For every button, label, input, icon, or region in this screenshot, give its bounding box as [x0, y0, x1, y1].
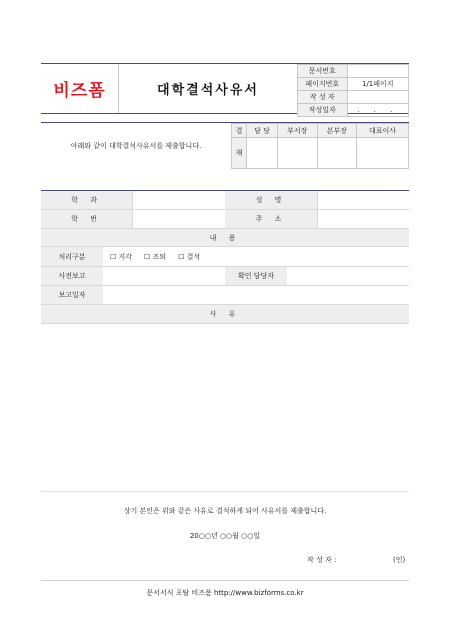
type-label: 처리구분 — [58, 252, 86, 261]
type-label-cell — [41, 247, 103, 267]
name-label-cell — [225, 191, 317, 210]
option-label: 지각 — [118, 252, 133, 261]
option-early-leave[interactable] — [144, 252, 166, 262]
confirm-input[interactable] — [287, 267, 409, 286]
info-value[interactable] — [347, 91, 408, 104]
dept-label: 학 과 — [71, 196, 102, 204]
page-title: 대학결석사유서 — [157, 83, 259, 98]
portal-link[interactable]: 문서서식 포탈 비즈폼 http://www.bizforms.co.kr — [146, 589, 304, 597]
reason-header — [41, 305, 409, 324]
content-header — [41, 229, 409, 247]
report-date-label-cell — [41, 286, 103, 305]
address-label: 주 소 — [255, 215, 287, 223]
approval-signature-box[interactable] — [356, 138, 408, 169]
document-info-table — [297, 64, 409, 117]
date-row — [41, 529, 409, 543]
info-row-doc-number — [298, 65, 409, 78]
name-input[interactable] — [317, 191, 409, 210]
info-value[interactable] — [347, 65, 408, 78]
approval-col-header: 부서장 — [278, 124, 317, 138]
intro-text: 아래와 같이 대학결석사유서를 제출합니다. — [70, 142, 202, 150]
type-options-cell — [103, 247, 409, 267]
portal-row — [41, 586, 409, 600]
approval-col-header: 본부장 — [317, 124, 356, 138]
approval-side-bottom: 재 — [232, 138, 247, 169]
info-row-page-number — [298, 78, 409, 91]
submit-date[interactable]: 20○○년 ○○월 ○○일 — [189, 532, 261, 540]
title-area — [119, 64, 297, 113]
checkbox-icon[interactable]: ☐ — [144, 252, 151, 261]
approval-side-top: 결 — [232, 124, 247, 138]
info-label: 페이지번호 — [298, 78, 348, 91]
approval-col-header: 담 당 — [247, 124, 278, 138]
confirm-label-cell — [225, 267, 287, 286]
author-row — [41, 553, 409, 567]
address-input[interactable] — [317, 210, 409, 229]
info-label: 작성일자 — [298, 104, 348, 117]
statement-row — [41, 504, 409, 518]
statement-text: 상기 본인은 위와 같은 사유로 결석하게 되어 사유서를 제출합니다. — [123, 507, 327, 515]
student-id-label-cell — [41, 210, 132, 229]
checkbox-icon[interactable]: ☐ — [110, 252, 117, 261]
option-absence[interactable] — [178, 252, 200, 262]
info-label: 문서번호 — [298, 65, 348, 78]
info-value[interactable]: . . . — [347, 104, 408, 117]
pre-report-input[interactable] — [103, 267, 225, 286]
reason-textarea[interactable] — [41, 324, 409, 492]
author-label: 작 성 자 : — [307, 556, 337, 564]
info-row-date — [298, 104, 409, 117]
approval-col-header: 대표이사 — [356, 124, 408, 138]
confirm-label: 확인 담당자 — [237, 272, 275, 280]
approval-signature-box[interactable] — [317, 138, 356, 169]
dept-label-cell — [41, 191, 132, 210]
address-label-cell — [225, 210, 317, 229]
approval-table — [231, 123, 409, 169]
pre-report-label-cell — [41, 267, 103, 286]
info-value: 1/1페이지 — [347, 78, 408, 91]
approval-signature-box[interactable] — [247, 138, 278, 169]
reason-label: 사 유 — [209, 310, 241, 318]
option-label: 결석 — [186, 252, 201, 261]
report-date-label: 보고일자 — [58, 291, 86, 299]
logo-area — [41, 64, 119, 113]
content-label: 내 용 — [209, 233, 241, 242]
checkbox-icon[interactable]: ☐ — [178, 252, 185, 261]
option-label: 조퇴 — [152, 252, 167, 261]
option-late[interactable] — [110, 252, 132, 262]
dept-input[interactable] — [132, 191, 225, 210]
intro-area — [41, 123, 231, 169]
pre-report-label: 사전보고 — [58, 272, 86, 280]
report-date-input[interactable] — [103, 286, 409, 305]
footer-rule — [41, 580, 409, 581]
info-row-author — [298, 91, 409, 104]
seal-mark: (인) — [393, 556, 406, 564]
logo: 비즈폼 — [53, 81, 106, 101]
student-id-label: 학 번 — [71, 215, 102, 223]
approval-signature-box[interactable] — [278, 138, 317, 169]
name-label: 성 명 — [255, 196, 287, 204]
student-id-input[interactable] — [132, 210, 225, 229]
info-label: 작 성 자 — [298, 91, 348, 104]
